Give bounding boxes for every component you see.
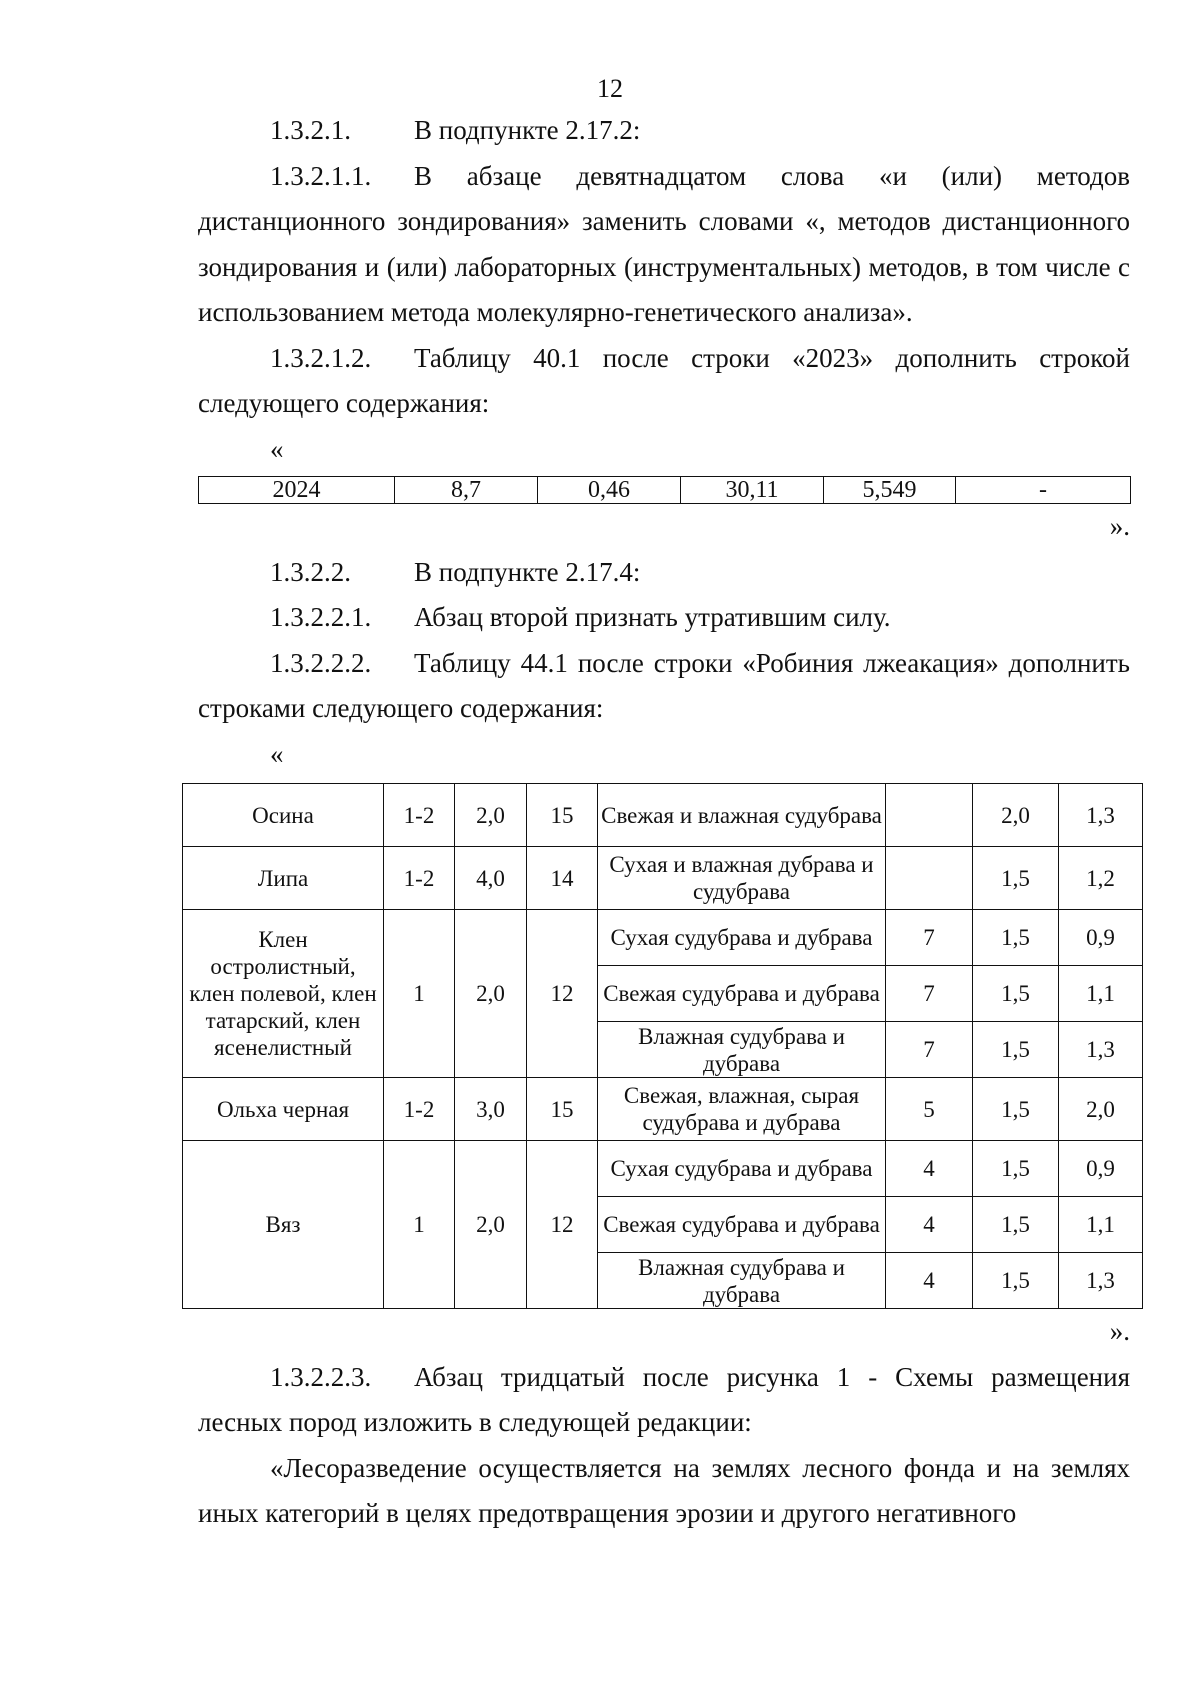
table-cell: 5,549 [824, 477, 956, 504]
table-cell: 12 [527, 910, 598, 1078]
table-row-klen [183, 910, 1143, 966]
forest-type-cell: Свежая, влажная, сырая судубрава и дубрава [598, 1078, 886, 1141]
forest-type-cell: Свежая судубрава и дубрава [598, 1197, 886, 1253]
table-cell: 12 [527, 1141, 598, 1309]
clause-text: В абзаце девятнадцатом слова «и (или) методов дистанционного зондирования» заменить словами «, методов дистанционного зондирования и (или) лабораторных (инструментальных) методов, в том числе с использованием метода молекулярно-генетического анализа». [198, 160, 1130, 327]
table-row-osina [183, 784, 1143, 847]
table-row [199, 477, 1131, 504]
table-cell: 1,5 [973, 910, 1059, 966]
table-cell: - [956, 477, 1131, 504]
table-cell: 1,3 [1059, 1022, 1143, 1078]
species-cell: Осина [183, 784, 384, 847]
paragraph-quoted-new-text [198, 1446, 1130, 1537]
table-44-1-insert [182, 783, 1143, 1309]
paragraph-1-3-2-2-1 [198, 595, 1130, 641]
table-cell: 1,1 [1059, 966, 1143, 1022]
paragraph-1-3-2-1 [198, 108, 1130, 154]
paragraph-1-3-2-2 [198, 550, 1130, 596]
clause-number: 1.3.2.2. [270, 556, 351, 587]
clause-text: В подпункте 2.17.2: [414, 115, 641, 145]
table-row-vyaz [183, 1141, 1143, 1197]
species-cell: Вяз [183, 1141, 384, 1309]
table-cell: 14 [527, 847, 598, 910]
table-cell: 1,5 [973, 1197, 1059, 1253]
table-cell: 2,0 [455, 1141, 527, 1309]
table-cell: 2,0 [973, 784, 1059, 847]
forest-type-cell: Сухая судубрава и дубрава [598, 910, 886, 966]
clause-number: 1.3.2.2.2. [270, 647, 372, 678]
table-cell: 0,46 [538, 477, 681, 504]
document-body [189, 108, 1130, 1537]
table-cell: 1,5 [973, 1141, 1059, 1197]
table-cell: 3,0 [455, 1078, 527, 1141]
forest-type-cell: Влажная судубрава и дубрава [598, 1253, 886, 1309]
clause-number: 1.3.2.2.3. [270, 1361, 372, 1392]
table-cell: 1-2 [384, 847, 455, 910]
clause-text: Таблицу 40.1 после строки «2023» дополнить строкой следующего содержания: [198, 342, 1130, 418]
species-cell: Клен остролистный, клен полевой, клен татарский, клен ясенелистный [183, 910, 384, 1078]
clause-number: 1.3.2.1.1. [270, 160, 372, 191]
table-cell-year: 2024 [199, 477, 395, 504]
table-cell: 1,5 [973, 1078, 1059, 1141]
table-row-lipa [183, 847, 1143, 910]
table-cell: 1,5 [973, 966, 1059, 1022]
table-row-olha [183, 1078, 1143, 1141]
table-cell: 1-2 [384, 784, 455, 847]
clause-number: 1.3.2.2.1. [270, 602, 372, 632]
table-cell: 2,0 [1059, 1078, 1143, 1141]
forest-type-cell: Свежая и влажная судубрава [598, 784, 886, 847]
species-cell: Липа [183, 847, 384, 910]
table-cell: 30,11 [681, 477, 824, 504]
opening-quote: « [270, 433, 284, 464]
clause-text: Абзац тридцатый после рисунка 1 - Схемы размещения лесных пород изложить в следующей редакции: [198, 1361, 1130, 1437]
page-number: 12 [597, 74, 623, 103]
table-cell: 4 [886, 1197, 973, 1253]
table-cell: 1,3 [1059, 784, 1143, 847]
table-cell: 8,7 [395, 477, 538, 504]
forest-type-cell: Сухая и влажная дубрава и судубрава [598, 847, 886, 910]
forest-type-cell: Влажная судубрава и дубрава [598, 1022, 886, 1078]
forest-type-cell: Свежая судубрава и дубрава [598, 966, 886, 1022]
table-cell: 0,9 [1059, 1141, 1143, 1197]
table-cell: 1,3 [1059, 1253, 1143, 1309]
clause-text: Таблицу 44.1 после строки «Робиния лжеакация» дополнить строками следующего содержания: [198, 647, 1130, 723]
clause-number: 1.3.2.1.2. [270, 342, 372, 373]
closing-quote: ». [1109, 1316, 1130, 1346]
table-cell: 4 [886, 1253, 973, 1309]
clause-text: «Лесоразведение осуществляется на землях лесного фонда и на землях иных категорий в целях предотвращения эрозии и другого негативного [198, 1452, 1130, 1528]
closing-quote: ». [1109, 511, 1130, 541]
table-cell: 7 [886, 1022, 973, 1078]
opening-quote: « [270, 738, 284, 769]
table-cell: 1 [384, 1141, 455, 1309]
table-cell: 15 [527, 784, 598, 847]
clause-text: В подпункте 2.17.4: [414, 556, 641, 587]
table-cell: 2,0 [455, 910, 527, 1078]
table-cell [886, 784, 973, 847]
table-40-1-insert [198, 476, 1131, 504]
table-cell: 1,5 [973, 847, 1059, 910]
paragraph-1-3-2-1-1 [198, 154, 1130, 336]
paragraph-1-3-2-2-3 [198, 1355, 1130, 1446]
table-cell: 7 [886, 910, 973, 966]
clause-text: Абзац второй признать утратившим силу. [414, 602, 891, 632]
species-cell: Ольха черная [183, 1078, 384, 1141]
clause-number: 1.3.2.1. [270, 115, 351, 145]
table-cell: 1-2 [384, 1078, 455, 1141]
table-cell: 4,0 [455, 847, 527, 910]
table-cell: 2,0 [455, 784, 527, 847]
table-cell [886, 847, 973, 910]
paragraph-1-3-2-2-2 [198, 641, 1130, 732]
table-cell: 15 [527, 1078, 598, 1141]
paragraph-1-3-2-1-2 [198, 336, 1130, 427]
table-cell: 7 [886, 966, 973, 1022]
table-cell: 1,5 [973, 1022, 1059, 1078]
table-cell: 0,9 [1059, 910, 1143, 966]
table-cell: 1,2 [1059, 847, 1143, 910]
forest-type-cell: Сухая судубрава и дубрава [598, 1141, 886, 1197]
table-cell: 1,5 [973, 1253, 1059, 1309]
table-cell: 1 [384, 910, 455, 1078]
table-cell: 4 [886, 1141, 973, 1197]
table-cell: 5 [886, 1078, 973, 1141]
table-cell: 1,1 [1059, 1197, 1143, 1253]
